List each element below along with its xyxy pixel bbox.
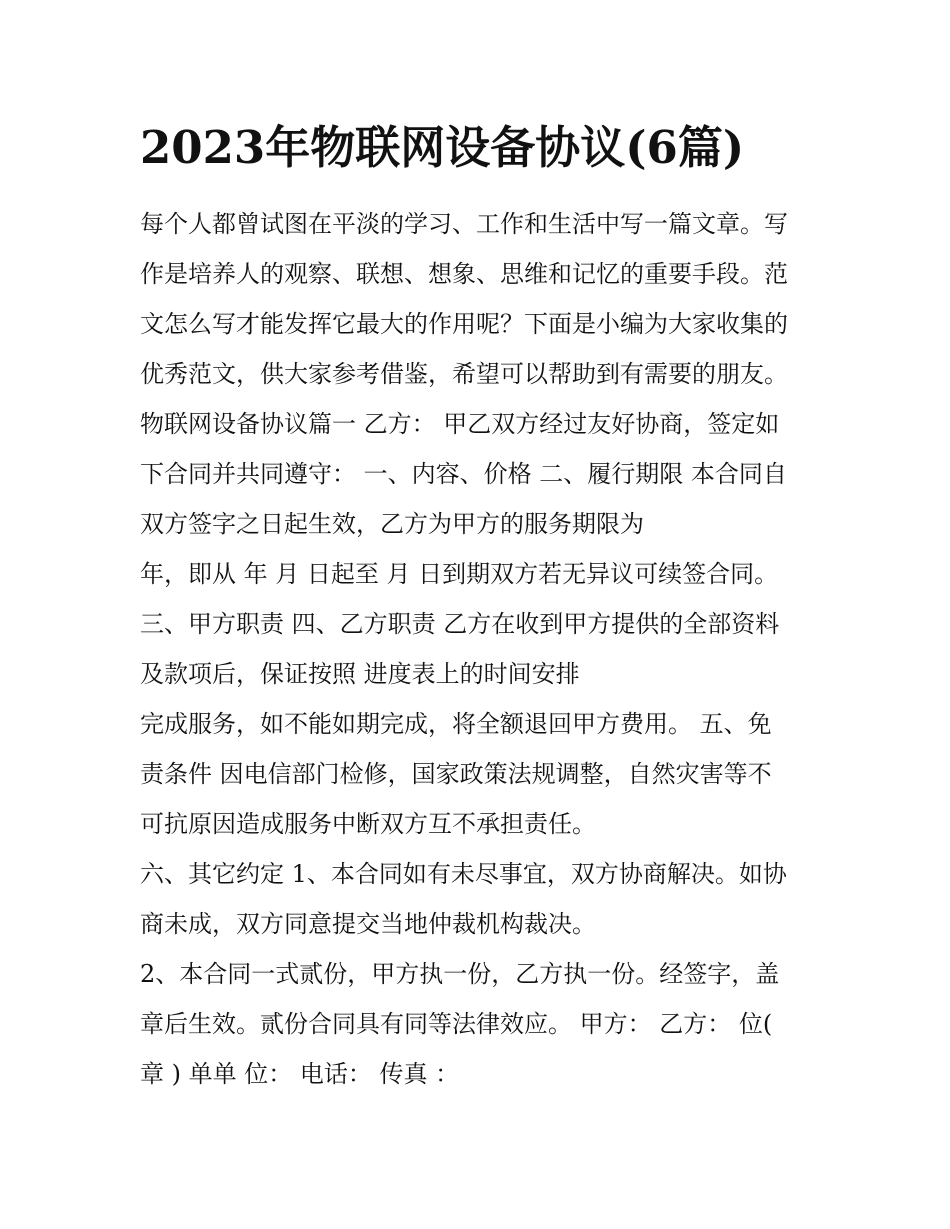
document-title: 2023年物联网设备协议(6篇) [140, 121, 745, 174]
body-line: 章后生效。贰份合同具有同等法律效应。 甲方： 乙方： 位( [140, 1010, 773, 1038]
body-line: 下合同并共同遵守： 一、内容、价格 二、履行期限 本合同自 [140, 460, 787, 488]
body-line: 章 ) 单单 位： 电话： 传真 ： [140, 1060, 460, 1088]
body-line: 六、其它约定 1、本合同如有未尽事宜，双方协商解决。如协 [140, 860, 787, 888]
body-line: 优秀范文，供大家参考借鉴，希望可以帮助到有需要的朋友。 [140, 360, 788, 388]
body-line: 三、甲方职责 四、乙方职责 乙方在收到甲方提供的全部资料 [140, 610, 780, 638]
body-line: 作是培养人的观察、联想、想象、思维和记忆的重要手段。范 [140, 260, 788, 288]
body-line: 物联网设备协议篇一 乙方： 甲乙双方经过友好协商，签定如 [140, 410, 780, 438]
body-line: 商未成，双方同意提交当地仲裁机构裁决。 [140, 910, 596, 938]
body-line: 年，即从 年 月 日起至 月 日到期双方若无异议可续签合同。 [140, 560, 779, 588]
body-line: 责条件 因电信部门检修，国家政策法规调整，自然灾害等不 [140, 760, 772, 788]
body-line: 2、本合同一式贰份，甲方执一份，乙方执一份。经签字，盖 [140, 960, 780, 988]
body-line: 可抗原因造成服务中断双方互不承担责任。 [140, 810, 596, 838]
body-line: 双方签字之日起生效，乙方为甲方的服务期限为 [140, 510, 644, 538]
body-line: 文怎么写才能发挥它最大的作用呢？下面是小编为大家收集的 [140, 310, 788, 338]
body-line: 及款项后，保证按照 进度表上的时间安排 [140, 660, 580, 688]
body-line: 每个人都曾试图在平淡的学习、工作和生活中写一篇文章。写 [140, 210, 788, 238]
body-line: 完成服务，如不能如期完成，将全额退回甲方费用。 五、免 [140, 710, 772, 738]
